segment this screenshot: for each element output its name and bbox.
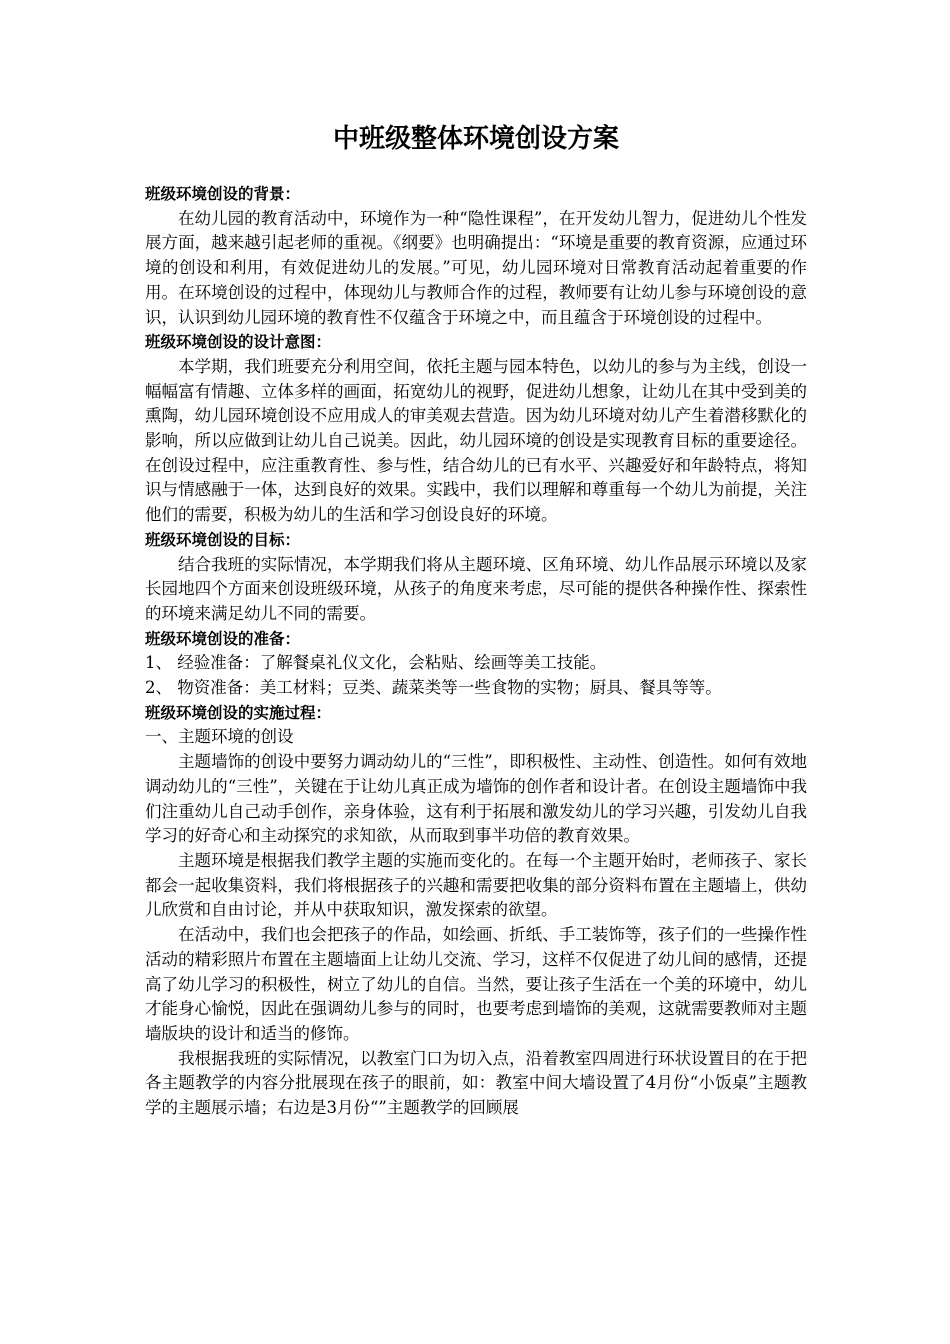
section-heading-background: 班级环境创设的背景：	[145, 185, 301, 203]
paragraph-process-2: 主题环境是根据我们教学主题的实施而变化的。在每一个主题开始时，老师孩子、家长都会一起收集资料，我们将根据孩子的兴趣和需要把收集的部分资料布置在主题墙上，供幼儿欣赏和自由讨论，并从中获取知识，激发探索的欲望。	[145, 850, 807, 920]
paragraph-process-4: 我根据我班的实际情况，以教室门口为切入点，沿着教室四周进行环状设置目的在于把各主题教学的内容分批展现在孩子的眼前，如：教室中间大墙设置了4月份“小饭桌”主题教学的主题展示墙；右边是3月份“”主题教学的回顾展	[145, 1048, 807, 1118]
paragraph-intent: 本学期，我们班要充分利用空间，依托主题与园本特色，以幼儿的参与为主线，创设一幅幅富有情趣、立体多样的画面，拓宽幼儿的视野，促进幼儿想象，让幼儿在其中受到美的熏陶，幼儿园环境创设不应用成人的审美观去营造。因为幼儿环境对幼儿产生着潜移默化的影响，所以应做到让幼儿自己说美。因此，幼儿园环境的创设是实现教育目标的重要途径。在创设过程中，应注重教育性、参与性，结合幼儿的已有水平、兴趣爱好和年龄特点，将知识与情感融于一体，达到良好的效果。实践中，我们以理解和尊重每一个幼儿为前提，关注他们的需要，积极为幼儿的生活和学习创设良好的环境。	[145, 356, 807, 525]
subheading-theme-environment: 一、主题环境的创设	[145, 727, 294, 747]
paragraph-background: 在幼儿园的教育活动中，环境作为一种“隐性课程”，在开发幼儿智力，促进幼儿个性发展方面，越来越引起老师的重视。《纲要》也明确提出：“环境是重要的教育资源，应通过环境的创设和利用，有效促进幼儿的发展。”可见，幼儿园环境对日常教育活动起着重要的作用。在环境创设的过程中，体现幼儿与教师合作的过程，教师要有让幼儿参与环境创设的意识，认识到幼儿园环境的教育性不仅蕴含于环境之中，而且蕴含于环境创设的过程中。	[145, 208, 807, 327]
paragraph-process-3: 在活动中，我们也会把孩子的作品，如绘画、折纸、手工装饰等，孩子们的一些操作性活动的精彩照片布置在主题墙面上让幼儿交流、学习，这样不仅促进了幼儿间的感情，还提高了幼儿学习的积极性，树立了幼儿的自信。当然，要让孩子生活在一个美的环境中，幼儿才能身心愉悦，因此在强调幼儿参与的同时，也要考虑到墙饰的美观，这就需要教师对主题墙版块的设计和适当的修饰。	[145, 925, 807, 1043]
list-item-prep-1: 1、 经验准备：了解餐桌礼仪文化，会粘贴、绘画等美工技能。	[145, 653, 607, 673]
paragraph-goal: 结合我班的实际情况，本学期我们将从主题环境、区角环境、幼儿作品展示环境以及家长园地四个方面来创设班级环境，从孩子的角度来考虑，尽可能的提供各种操作性、探索性的环境来满足幼儿不同的需要。	[145, 554, 807, 623]
page-title: 中班级整体环境创设方案	[332, 124, 619, 154]
section-heading-process: 班级环境创设的实施过程：	[145, 703, 332, 722]
list-item-prep-2: 2、 物资准备：美工材料；豆类、蔬菜类等一些食物的实物；厨具、餐具等等。	[145, 678, 722, 698]
section-heading-intent: 班级环境创设的设计意图：	[145, 333, 332, 352]
document-page	[145, 112, 807, 1121]
section-heading-prep: 班级环境创设的准备：	[145, 629, 301, 648]
section-heading-goal: 班级环境创设的目标：	[145, 530, 301, 549]
paragraph-process-1: 主题墙饰的创设中要努力调动幼儿的“三性”，即积极性、主动性、创造性。如何有效地调动幼儿的“三性”，关键在于让幼儿真正成为墙饰的创作者和设计者。在创设主题墙饰中我们注重幼儿自己动手创作，亲身体验，这有利于拓展和激发幼儿的学习兴趣，引发幼儿自我学习的好奇心和主动探究的求知欲，从而取到事半功倍的教育效果。	[145, 752, 807, 846]
